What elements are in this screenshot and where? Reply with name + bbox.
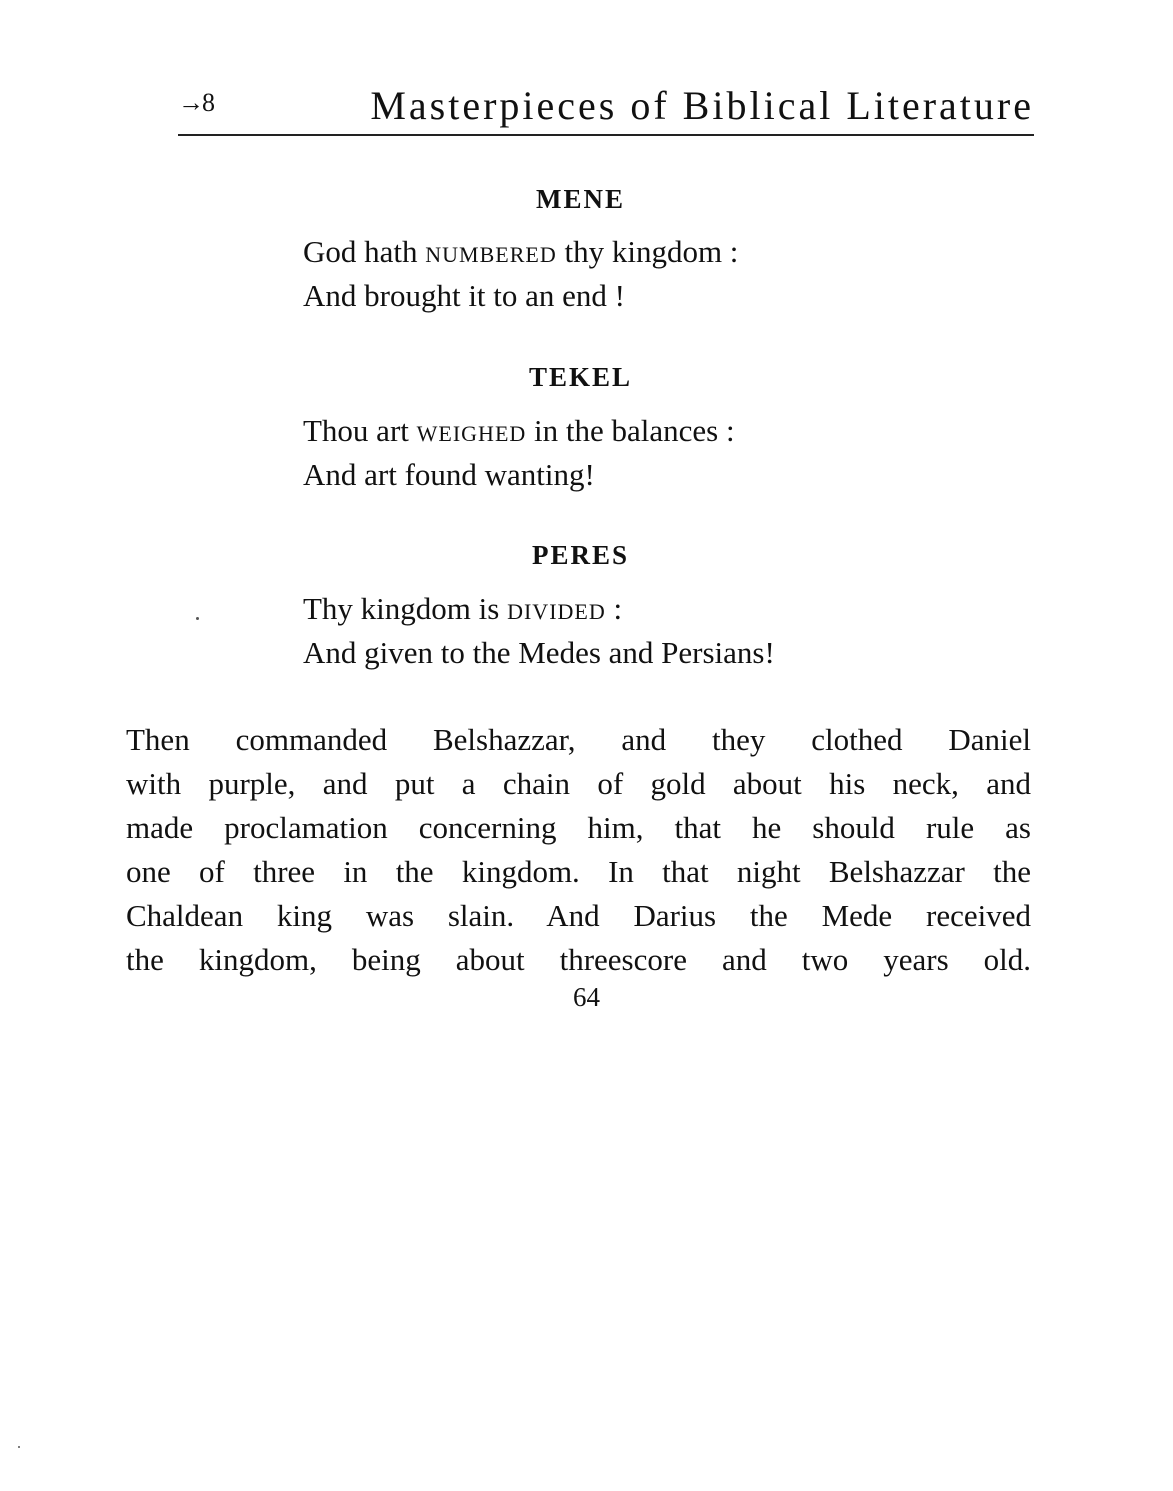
prose-line: the kingdom, being about threescore and two years old.	[126, 942, 1031, 977]
ornament-icon: →8	[178, 88, 213, 117]
prose-paragraph	[126, 718, 1031, 982]
stanza-heading-mene: MENE	[536, 184, 625, 214]
verse-line: Thy kingdom is DIVIDED :	[303, 591, 623, 626]
verse-line: And given to the Medes and Persians!	[303, 635, 775, 670]
small-caps-word: WEIGHED	[416, 421, 527, 446]
stanza-heading-tekel: TEKEL	[528, 362, 633, 392]
verse-line: Thou art WEIGHED in the balances :	[303, 413, 735, 448]
stanza-heading-peres: PERES	[531, 540, 630, 570]
prose-line: Chaldean king was slain. And Darius the Mede received	[126, 898, 1031, 933]
small-caps-word: NUMBERED	[425, 242, 557, 267]
scan-speck	[18, 1446, 20, 1448]
running-title: Masterpieces of Biblical Literature	[370, 83, 1034, 128]
prose-line: with purple, and put a chain of gold about his neck, and	[126, 766, 1031, 801]
stanza-tekel	[303, 409, 735, 497]
stanza-peres	[303, 587, 775, 675]
running-head	[178, 78, 1034, 136]
verse-line: God hath NUMBERED thy kingdom :	[303, 234, 739, 269]
small-caps-word: DIVIDED	[507, 599, 606, 624]
prose-line: one of three in the kingdom. In that night Belshazzar the	[126, 854, 1031, 889]
verse-line: And art found wanting!	[303, 457, 595, 492]
stanza-mene	[303, 230, 738, 318]
verse-line: And brought it to an end !	[303, 278, 626, 313]
page-number: 64	[573, 982, 600, 1012]
prose-line: made proclamation concerning him, that he should rule as	[126, 810, 1031, 845]
scan-speck	[196, 617, 199, 620]
prose-line: Then commanded Belshazzar, and they clothed Daniel	[126, 722, 1031, 757]
